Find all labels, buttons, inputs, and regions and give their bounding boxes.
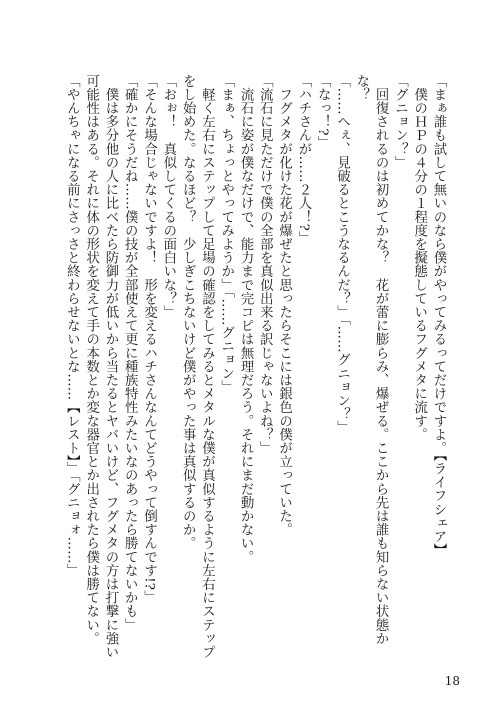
text-line: フグメタが化けた花が爆ぜたと思ったらそこには銀色の僕が立っていた。 (276, 74, 292, 537)
text-line: 「ハチさんが……２人！?」 (295, 74, 311, 245)
text-line: 「そんな場合じゃないですよ！ 形を変えるハチさんなんてどうやって倒すんです!?」 (141, 74, 157, 604)
text-line: 軽く左右にステップして足場の確認をしてみるとメタルな僕が真似するように左右にステップをし始めた。なるほど？ 少しぎこちないけど僕がやった事は真似するのか。 (180, 74, 215, 659)
text-line: 僕のＨＰの４分の１程度を擬態しているフグメタに流す。 (411, 74, 427, 442)
text-line: 「まぁ誰も試して無いのなら僕がやってみるってだけですよ。【ライフシェア】 (431, 74, 446, 557)
text-line: 流石に姿が僕なだけで、能力まで完コピは無理だろう。それにまだ動かない。 (238, 74, 254, 564)
text-line: 「流石に見ただけで僕の全部を真似出来る訳じゃないよね？」 (257, 74, 273, 455)
text-line: 「おぉ！ 真似してくるの面白いな？」 (160, 74, 176, 319)
text-line: 「なっ！?」 (315, 74, 331, 150)
text-line: 「やんちゃになる前にさっさと終わらせないとな……【レスト】」「グニョォ……」 (64, 74, 80, 578)
page-number: 18 (444, 674, 460, 688)
text-line: 回復されるのは初めてかな？ 花が蕾に膨らみ、爆ぜる。ここから先は誰も知らない状態かな？ (353, 74, 389, 646)
vertical-text-body (48, 74, 448, 664)
text-line: 「グニョン？」 (392, 74, 408, 170)
text-line: 「まぁ、ちょっとやってみようか」「……グニョン」 (218, 74, 234, 394)
text-line: 「確かにそうだね……僕の技が全部使えて更に種族特性みたいなのあったら勝てないかも」 (122, 74, 138, 632)
text-line: 僕は多分他の人に比べたら防御力が低いから当たるとヤバいけど、フグメタの方は打撃に強い可能性はある。それに体の形状を変えて手の本数とか変な器官とか出されたら僕は勝てない。 (83, 74, 118, 659)
text-line: 「……へぇ、見破るとこうなるんだ？」「……グニョン？」 (334, 74, 350, 435)
